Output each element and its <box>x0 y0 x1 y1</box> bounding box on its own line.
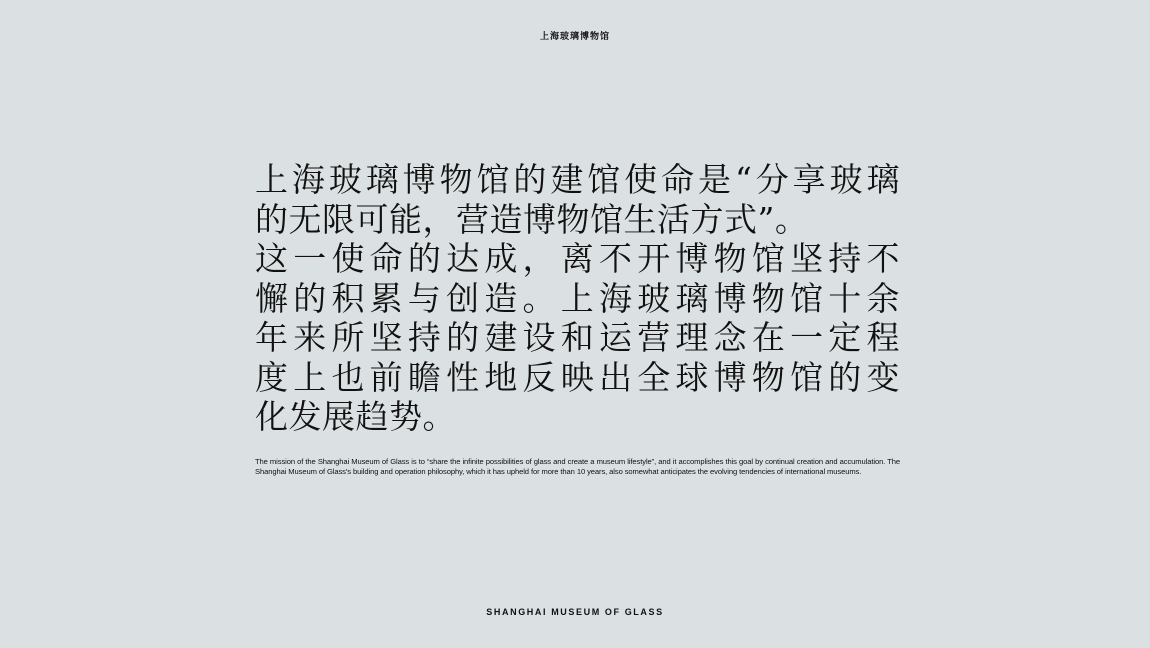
chinese-line: 年来所坚持的建设和运营理念在一定程 <box>255 318 900 357</box>
main-content <box>255 160 900 477</box>
page-header-title: 上海玻璃博物馆 <box>539 32 610 42</box>
chinese-line: 化发展趋势。 <box>255 397 456 436</box>
chinese-paragraph <box>255 160 900 437</box>
chinese-line: 这一使命的达成，离不开博物馆坚持不 <box>255 239 900 278</box>
chinese-line: 上海玻璃博物馆的建馆使命是“分享玻璃 <box>255 160 900 199</box>
english-paragraph: The mission of the Shanghai Museum of Glass is to “share the infinite possibilities of glass and create a museum lifestyle”, and it accomplishes this goal by continual creation and accumulation. The Shanghai Museum of Glass's building and operation philosophy, which it has upheld for more than 10 years, also somewhat anticipates the evolving tendencies of international museums. <box>255 456 900 476</box>
chinese-line: 的无限可能，营造博物馆生活方式”。 <box>255 199 809 239</box>
page-footer-title: SHANGHAI MUSEUM OF GLASS <box>486 607 664 617</box>
chinese-line: 懈的积累与创造。上海玻璃博物馆十余 <box>255 278 900 318</box>
chinese-line: 度上也前瞻性地反映出全球博物馆的变 <box>255 357 900 397</box>
